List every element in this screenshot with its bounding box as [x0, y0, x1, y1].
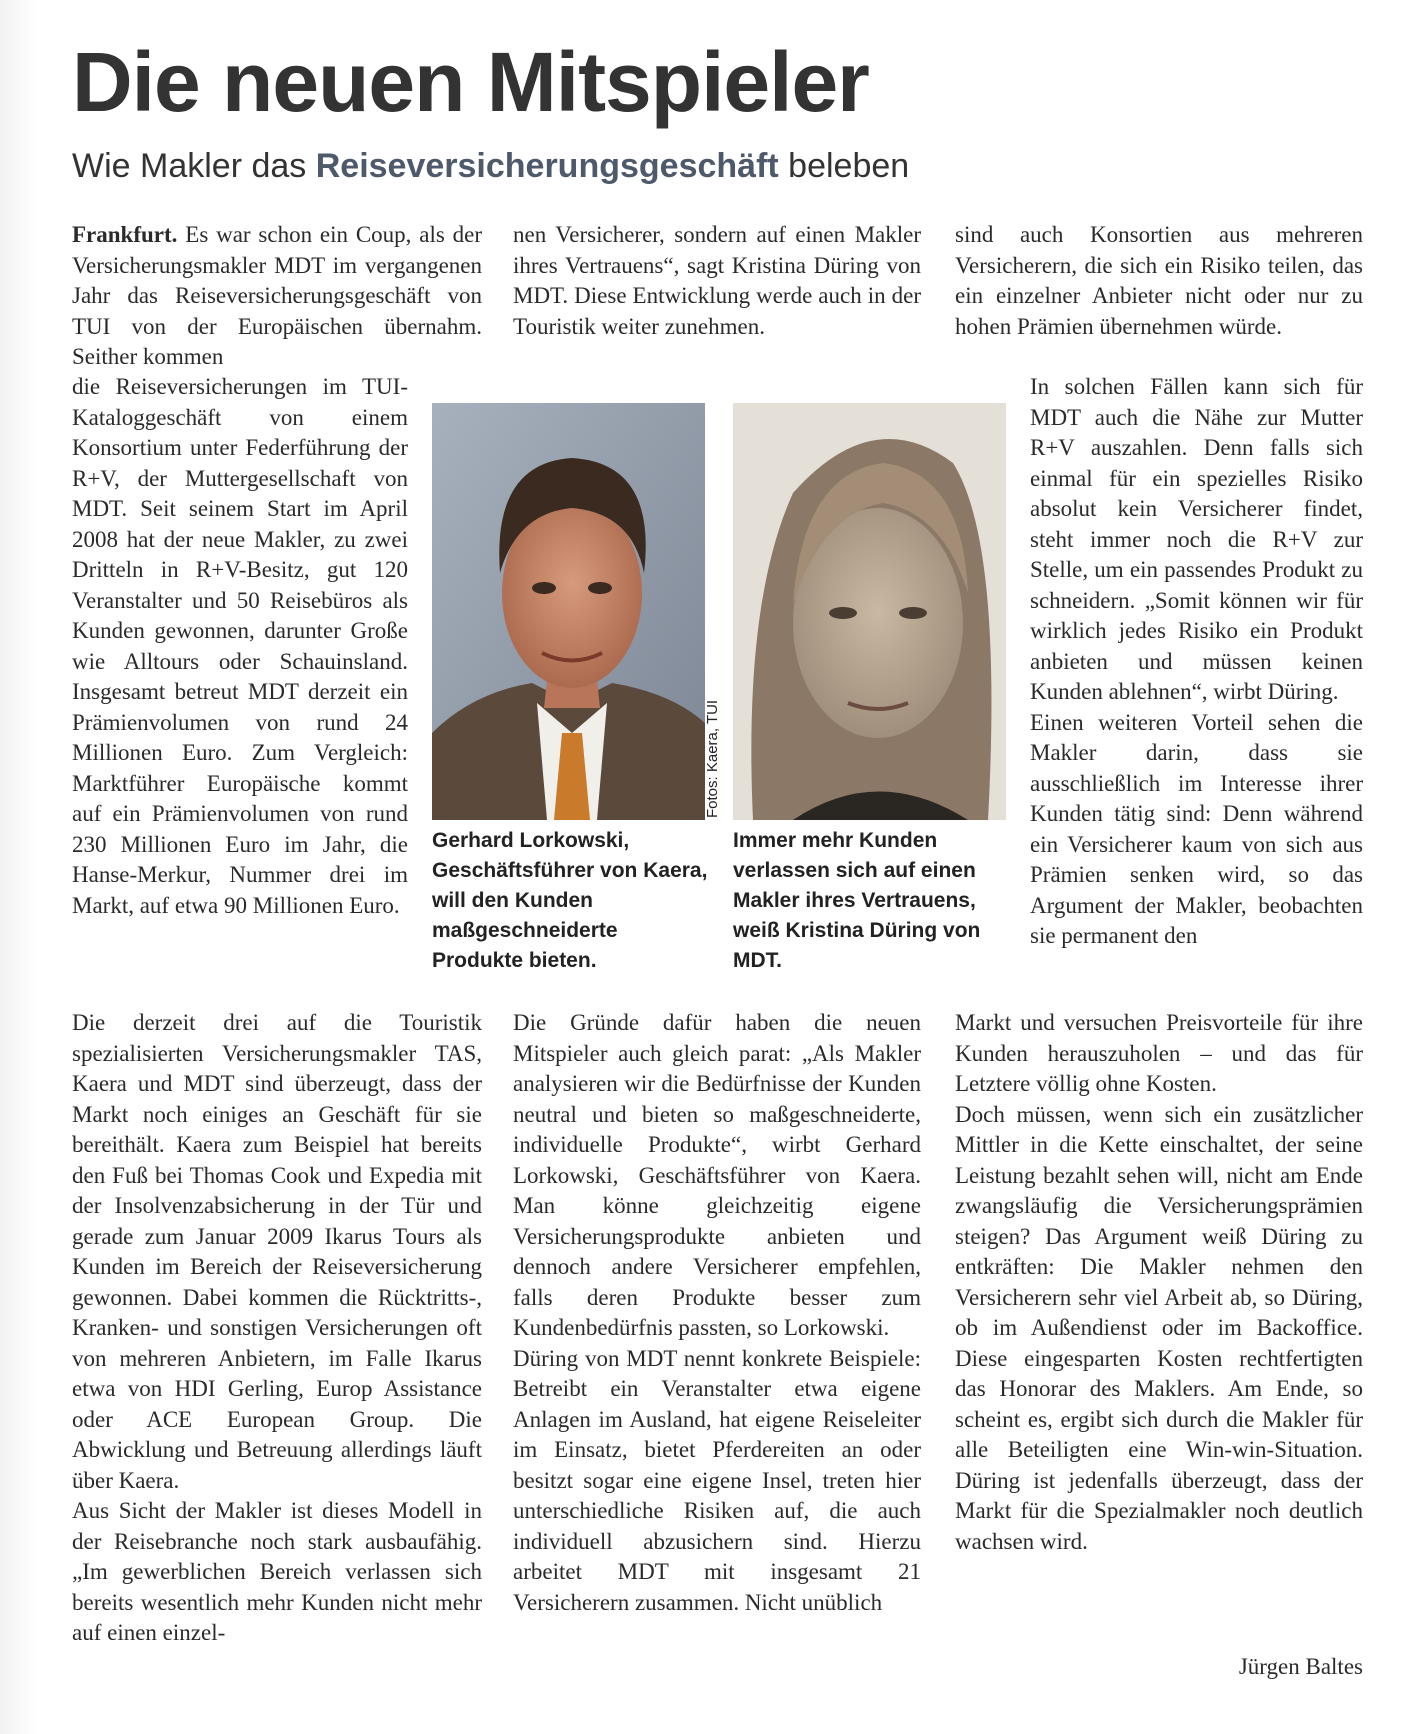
- column-2-top: [513, 220, 921, 342]
- column-3-top: [955, 220, 1363, 342]
- article-author: Jürgen Baltes: [1238, 1654, 1363, 1679]
- dateline: Frankfurt.: [72, 222, 178, 247]
- column-3-top-text: sind auch Konsortien aus mehreren Versicherern, die sich ein Risiko teilen, das ein einzelner Anbieter nicht oder nur zu hohen Prämien übernehmen würde.: [955, 222, 1363, 339]
- column-1-top: [72, 220, 482, 373]
- subheadline-start: Wie Makler das: [72, 147, 316, 185]
- scan-page-edge: [0, 0, 38, 1734]
- photo-caption-right: Immer mehr Kunden verlassen sich auf einen Makler ihres Vertrauens, weiß Kristina Düring von MDT.: [733, 829, 981, 972]
- column-3-beside-photo: [1030, 372, 1363, 952]
- column-3-paragraph-4: Doch müssen, wenn sich ein zusätzlicher Mittler in die Kette einschaltet, der seine Leistung bezahlt sehen will, nicht am Ende zwangsläufig die Versicherungsprämien steigen? Das Argument weiß Düring zu entkräften: Die Makler nehmen den Versicherern sehr viel Arbeit ab, so Düring, ob im Außendienst oder im Backoffice. Diese eingesparten Kosten rechtfertigten das Honorar des Maklers. Am Ende, so scheint es, ergibt sich durch die Makler für alle Beteiligten eine Win-win-Situation. Düring ist jedenfalls überzeugt, dass der Markt für die Spezialmakler noch deutlich wachsen wird.: [955, 1101, 1363, 1554]
- column-2-paragraph-2: Düring von MDT nennt konkrete Beispiele: Betreibt ein Veranstalter etwa eigene Anlagen im Ausland, hat eigene Reiseleiter im Einsatz, bietet Pferdereiten an oder besitzt sogar eine eigene Insel, treten hier unterschiedliche Risiken auf, die auch individuell abzusichern sind. Hierzu arbeitet MDT mit insgesamt 21 Versicherern zusammen. Nicht unüblich: [513, 1345, 921, 1615]
- portrait-photo-duering: [733, 403, 1006, 820]
- column-2-bottom: [513, 1008, 921, 1618]
- column-1-paragraph-2: Die derzeit drei auf die Touristik spezialisierten Versicherungsmakler TAS, Kaera und MDT sind überzeugt, dass der Markt noch einiges an Geschäft für sie bereithält. Kaera zum Beispiel hat bereits den Fuß bei Thomas Cook und Expedia mit der Insolvenzabsicherung in der Tür und gerade zum Januar 2009 Ikarus Tours als Kunden im Bereich der Reiseversicherung gewonnen. Dabei kommen die Rücktritts-, Kranken- und sonstigen Versicherungen oft von mehreren Anbietern, im Falle Ikarus etwa von HDI Gerling, Europ Assistance oder ACE European Group. Die Abwicklung und Betreuung allerdings läuft über Kaera.: [72, 1010, 482, 1493]
- portrait-photo-lorkowski: [432, 403, 705, 820]
- article-headline: Die neuen Mitspieler: [72, 35, 869, 129]
- column-3-bottom: [955, 1008, 1363, 1557]
- column-1-bottom: [72, 1008, 482, 1649]
- subheadline-end: beleben: [778, 147, 910, 185]
- column-1-beside-photo: [72, 372, 408, 921]
- subheadline-highlight: Reiseversicherungsgeschäft: [315, 147, 779, 185]
- article-subheadline: [72, 148, 909, 185]
- column-1-wrap-text: die Reiseversicherungen im TUI-Kataloggeschäft von einem Konsortium unter Federführung der R+V, der Muttergesellschaft von MDT. Seit seinem Start im April 2008 hat der neue Makler, zu zwei Dritteln in R+V-Besitz, gut 120 Veranstalter und 50 Reisebüros als Kunden gewonnen, darunter Große wie Alltours oder Schauinsland. Insgesamt betreut MDT derzeit ein Prämienvolumen von rund 24 Millionen Euro. Zum Vergleich: Marktführer Europäische kommt auf ein Prämienvolumen von rund 230 Millionen Euro im Jahr, die Hanse-Merkur, Nummer drei im Markt, auf etwa 90 Millionen Euro.: [72, 374, 408, 918]
- photo-credit: Fotos: Kaera, TUI: [704, 699, 721, 818]
- portrait-woman-image: [733, 403, 1006, 820]
- photo-caption-left: Gerhard Lorkowski, Geschäftsführer von Kaera, will den Kunden maßgeschneiderte Produkte bieten.: [432, 829, 708, 972]
- column-2-top-text: nen Versicherer, sondern auf einen Makler ihres Vertrauens“, sagt Kristina Düring von MDT. Diese Entwicklung werde auch in der Touristik weiter zunehmen.: [513, 222, 921, 339]
- column-2-paragraph-1: Die Gründe dafür haben die neuen Mitspieler auch gleich parat: „Als Makler analysieren wir die Bedürfnisse der Kunden neutral und bieten so maßgeschneiderte, individuelle Produkte“, wirbt Gerhard Lorkowski, Geschäftsführer von Kaera. Man könne gleichzeitig eigene Versicherungsprodukte anbieten und dennoch andere Versicherer empfehlen, falls deren Produkte besser zum Kundenbedürfnis passten, so Lorkowski.: [513, 1010, 921, 1340]
- portrait-man-image: [432, 403, 705, 820]
- column-3-paragraph-2: Einen weiteren Vorteil sehen die Makler darin, dass sie ausschließlich im Interesse ihrer Kunden tätig sind: Denn während ein Versicherer kaum von sich aus Prämien senken wird, so das Argument der Makler, beobachten sie permanent den: [1030, 709, 1363, 948]
- column-3-paragraph-3: Markt und versuchen Preisvorteile für ihre Kunden herauszuholen – und das für Letztere völlig ohne Kosten.: [955, 1010, 1363, 1096]
- column-1-paragraph-3: Aus Sicht der Makler ist dieses Modell in der Reisebranche noch stark ausbaufähig. „Im gewerblichen Bereich verlassen sich bereits wesentlich mehr Kunden nicht mehr auf einen einzel-: [72, 1498, 482, 1645]
- column-3-paragraph-1: In solchen Fällen kann sich für MDT auch die Nähe zur Mutter R+V auszahlen. Denn falls sich einmal für ein spezielles Risiko absolut kein Versicherer findet, steht immer noch die R+V zur Stelle, um ein passendes Produkt zu schneidern. „Somit können wir für wirklich jedes Risiko ein Produkt anbieten und müssen keinen Kunden ablehnen“, wirbt Düring.: [1030, 374, 1363, 704]
- column-1-intro: Es war schon ein Coup, als der Versicherungsmakler MDT im vergangenen Jahr das Reiseversicherungsgeschäft von TUI von der Europäischen übernahm. Seither kommen: [72, 222, 483, 369]
